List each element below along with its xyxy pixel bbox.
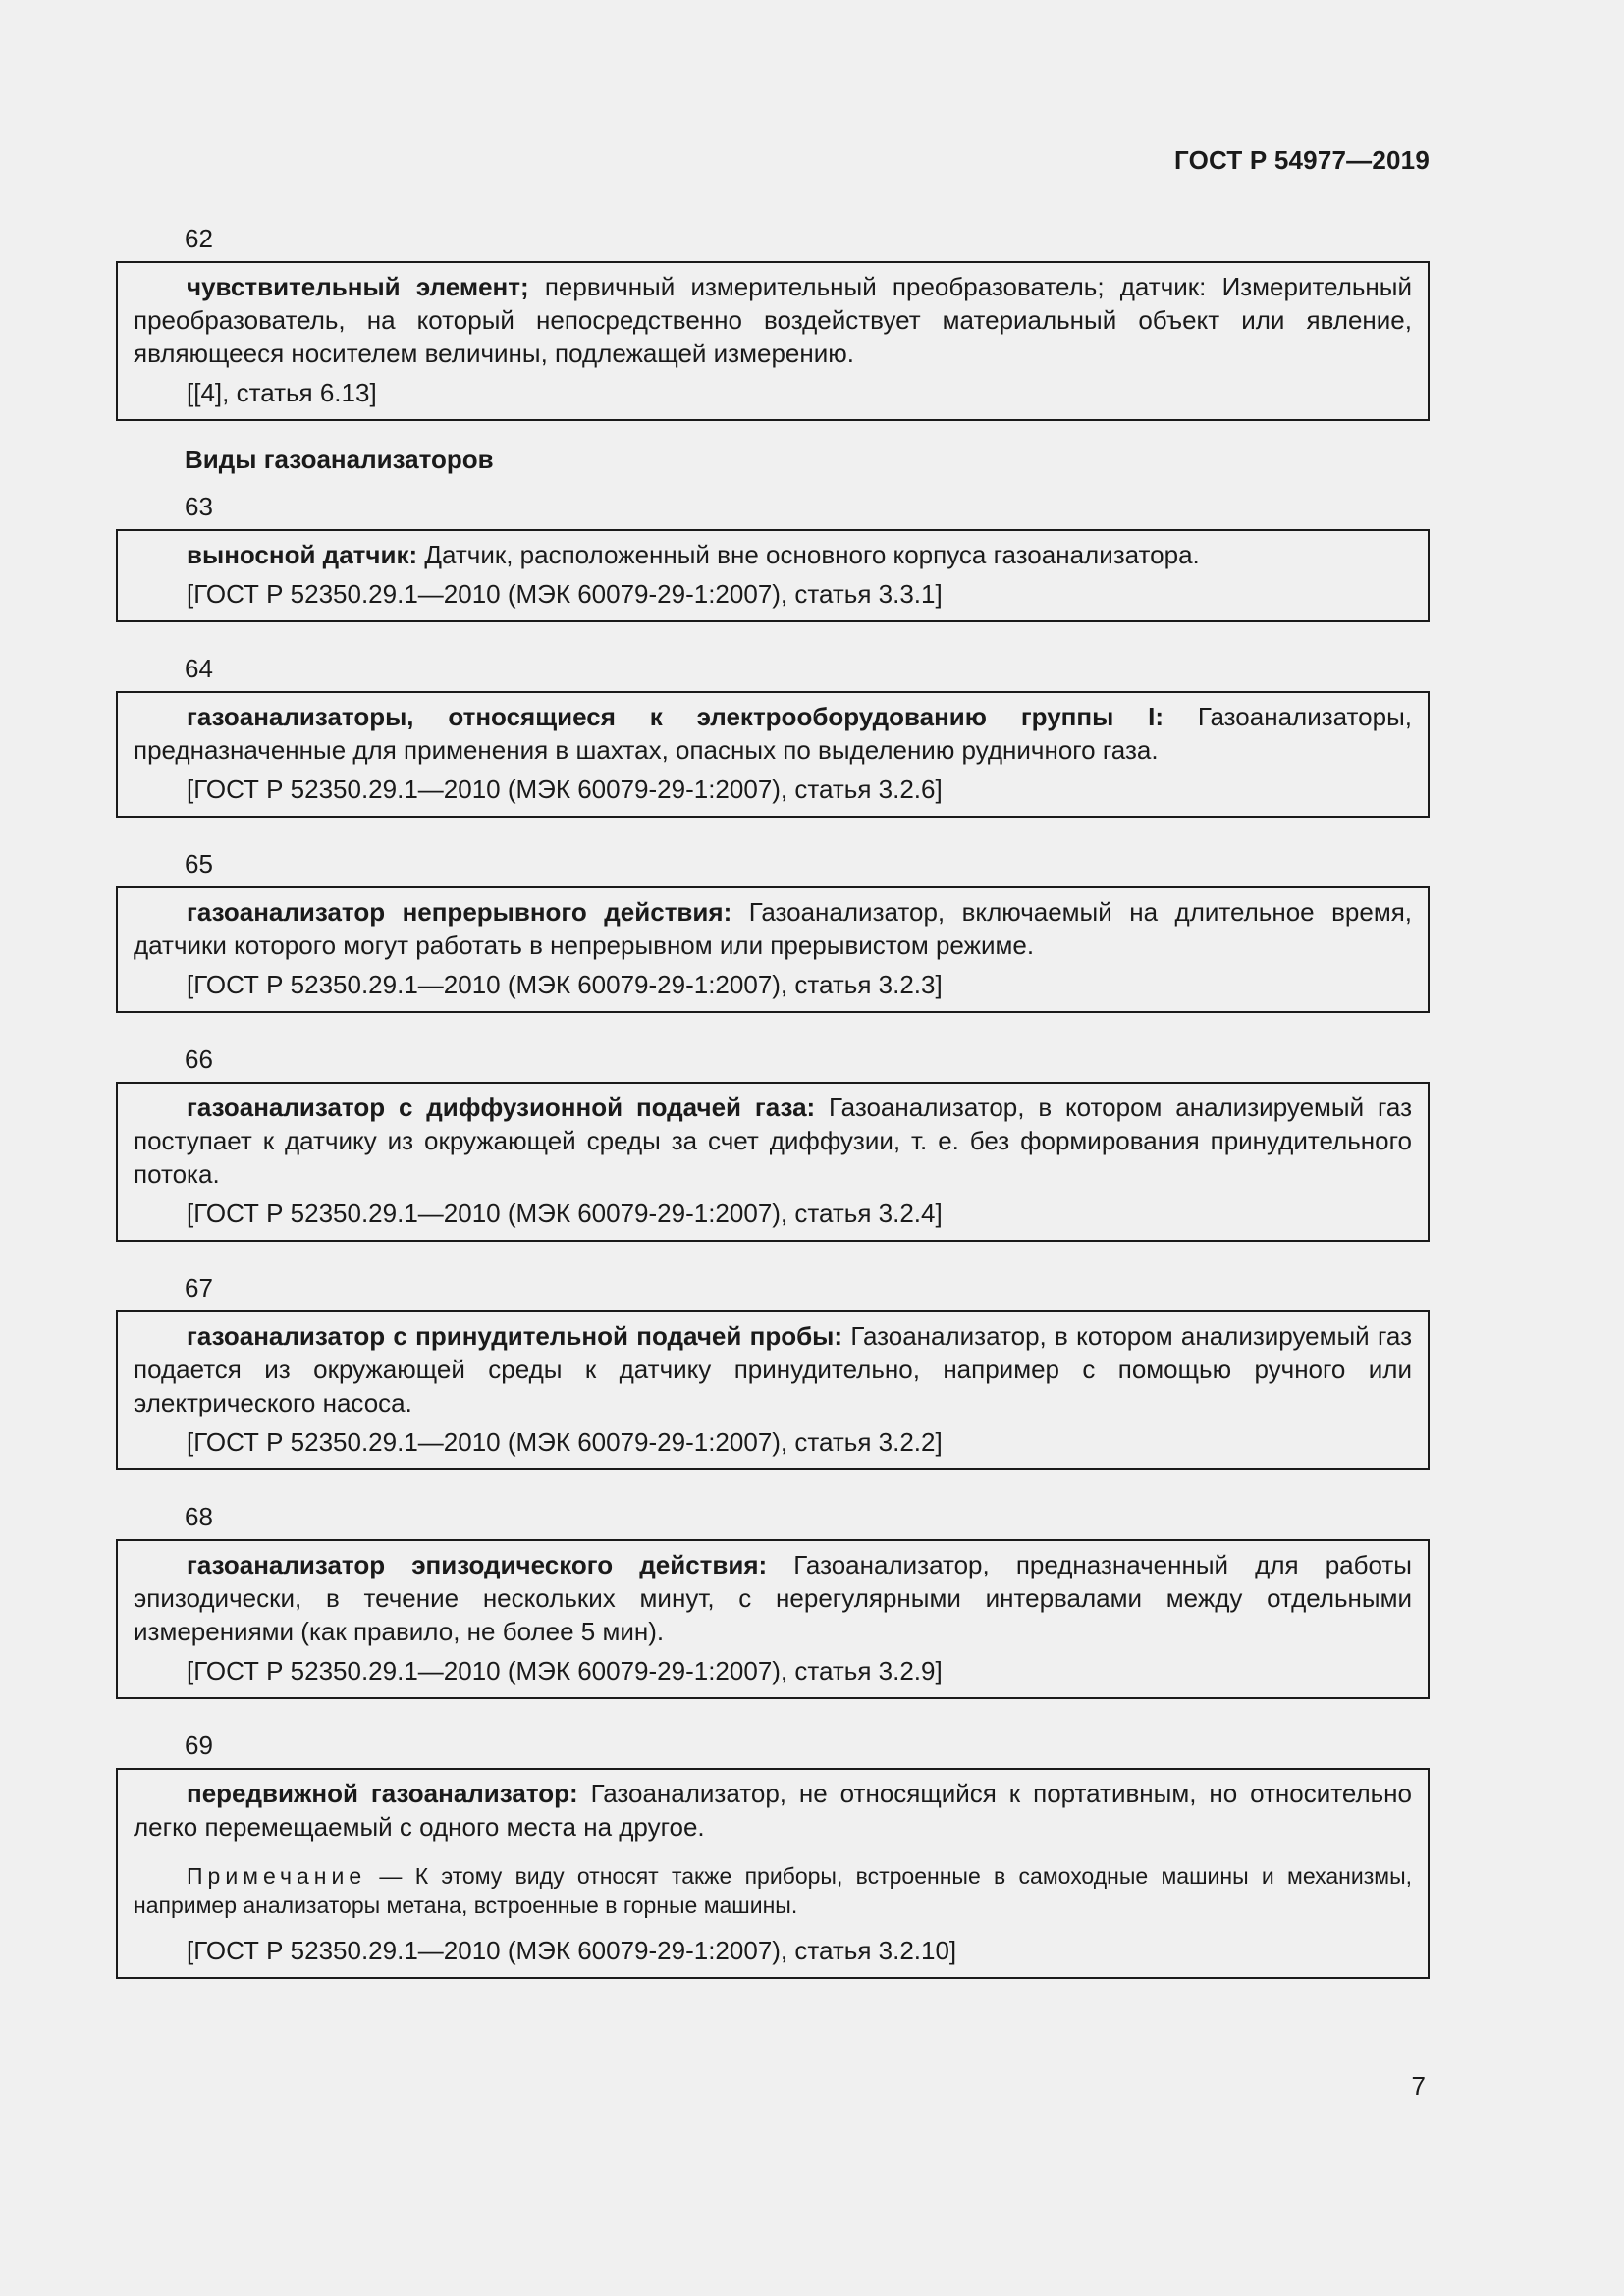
term-box xyxy=(116,691,1430,818)
term-definition xyxy=(134,895,1412,962)
term-source: [ГОСТ Р 52350.29.1—2010 (МЭК 60079-29-1:2007), статья 3.2.9] xyxy=(187,1656,943,1685)
term-box xyxy=(116,1768,1430,1979)
term-name: чувствительный элемент; xyxy=(187,272,529,301)
term-source: [[4], статья 6.13] xyxy=(187,378,377,407)
definition-text: Газоанализатор, в котором анализируемый газ поступает к датчику из окружающей среды за счет диффузии, т. е. без формирования принудительного потока. xyxy=(134,1093,1412,1189)
definition-text: Газоанализатор, не относящийся к портативным, но относительно легко перемещаемый с одного места на другое. xyxy=(134,1779,1412,1842)
definition-text: Газоанализатор, включаемый на длительное время, датчики которого могут работать в непрерывном или прерывистом режиме. xyxy=(134,897,1413,960)
term-note xyxy=(134,1861,1412,1920)
section-title: Виды газоанализаторов xyxy=(185,445,494,474)
note-label: Примечание xyxy=(187,1863,367,1889)
term-source: [ГОСТ Р 52350.29.1—2010 (МЭК 60079-29-1:2007), статья 3.2.10] xyxy=(187,1936,957,1965)
definition-text: Датчик, расположенный вне основного корпуса газоанализатора. xyxy=(417,540,1200,569)
term-name: газоанализатор непрерывного действия: xyxy=(187,897,732,927)
term-name: газоанализатор с диффузионной подачей газа: xyxy=(187,1093,816,1122)
definition-text: первичный измерительный преобразователь; датчик: Измерительный преобразователь, на который непосредственно воздействует материальный объект или явление, являющееся носителем величины, подлежащей измерению. xyxy=(134,272,1412,368)
term-number: 66 xyxy=(185,1044,213,1074)
note-text: — К этому виду относят также приборы, встроенные в самоходные машины и механизмы, например анализаторы метана, встроенные в горные машины. xyxy=(134,1863,1412,1918)
term-definition xyxy=(134,1777,1412,1843)
term-definition xyxy=(134,538,1412,571)
term-box xyxy=(116,1310,1430,1470)
term-box xyxy=(116,261,1430,421)
definition-text: Газоанализатор, предназначенный для работы эпизодически, в течение нескольких минут, с нерегулярными интервалами между отдельными измерениями (как правило, не более 5 мин). xyxy=(134,1550,1412,1646)
document-content xyxy=(116,222,1430,2008)
term-number: 63 xyxy=(185,492,213,521)
term-name: газоанализатор с принудительной подачей пробы: xyxy=(187,1321,843,1351)
term-source: [ГОСТ Р 52350.29.1—2010 (МЭК 60079-29-1:2007), статья 3.2.2] xyxy=(187,1427,943,1457)
term-definition xyxy=(134,700,1412,767)
term-number: 65 xyxy=(185,849,213,879)
definition-text: Газоанализатор, в котором анализируемый газ подается из окружающей среды к датчику принудительно, например с помощью ручного или электрического насоса. xyxy=(134,1321,1413,1417)
term-box xyxy=(116,1539,1430,1699)
document-code-header: ГОСТ Р 54977—2019 xyxy=(1174,145,1430,175)
term-definition xyxy=(134,1091,1412,1191)
page-number: 7 xyxy=(1411,2071,1426,2101)
term-name: выносной датчик: xyxy=(187,540,418,569)
term-definition xyxy=(134,1548,1412,1648)
term-box xyxy=(116,1082,1430,1242)
term-number: 67 xyxy=(185,1273,213,1303)
term-definition xyxy=(134,270,1412,370)
term-number: 64 xyxy=(185,654,213,683)
term-number: 62 xyxy=(185,224,213,253)
term-definition xyxy=(134,1319,1412,1419)
term-number: 69 xyxy=(185,1731,213,1760)
term-source: [ГОСТ Р 52350.29.1—2010 (МЭК 60079-29-1:2007), статья 3.2.6] xyxy=(187,774,943,804)
term-box xyxy=(116,886,1430,1013)
term-number: 68 xyxy=(185,1502,213,1531)
definition-text: Газоанализаторы, предназначенные для применения в шахтах, опасных по выделению рудничного газа. xyxy=(134,702,1412,765)
term-source: [ГОСТ Р 52350.29.1—2010 (МЭК 60079-29-1:2007), статья 3.3.1] xyxy=(187,579,943,609)
term-box xyxy=(116,529,1430,622)
term-name: газоанализаторы, относящиеся к электрооборудованию группы I: xyxy=(187,702,1164,731)
term-name: передвижной газоанализатор: xyxy=(187,1779,578,1808)
term-source: [ГОСТ Р 52350.29.1—2010 (МЭК 60079-29-1:2007), статья 3.2.4] xyxy=(187,1199,943,1228)
term-name: газоанализатор эпизодического действия: xyxy=(187,1550,768,1579)
term-source: [ГОСТ Р 52350.29.1—2010 (МЭК 60079-29-1:2007), статья 3.2.3] xyxy=(187,970,943,999)
